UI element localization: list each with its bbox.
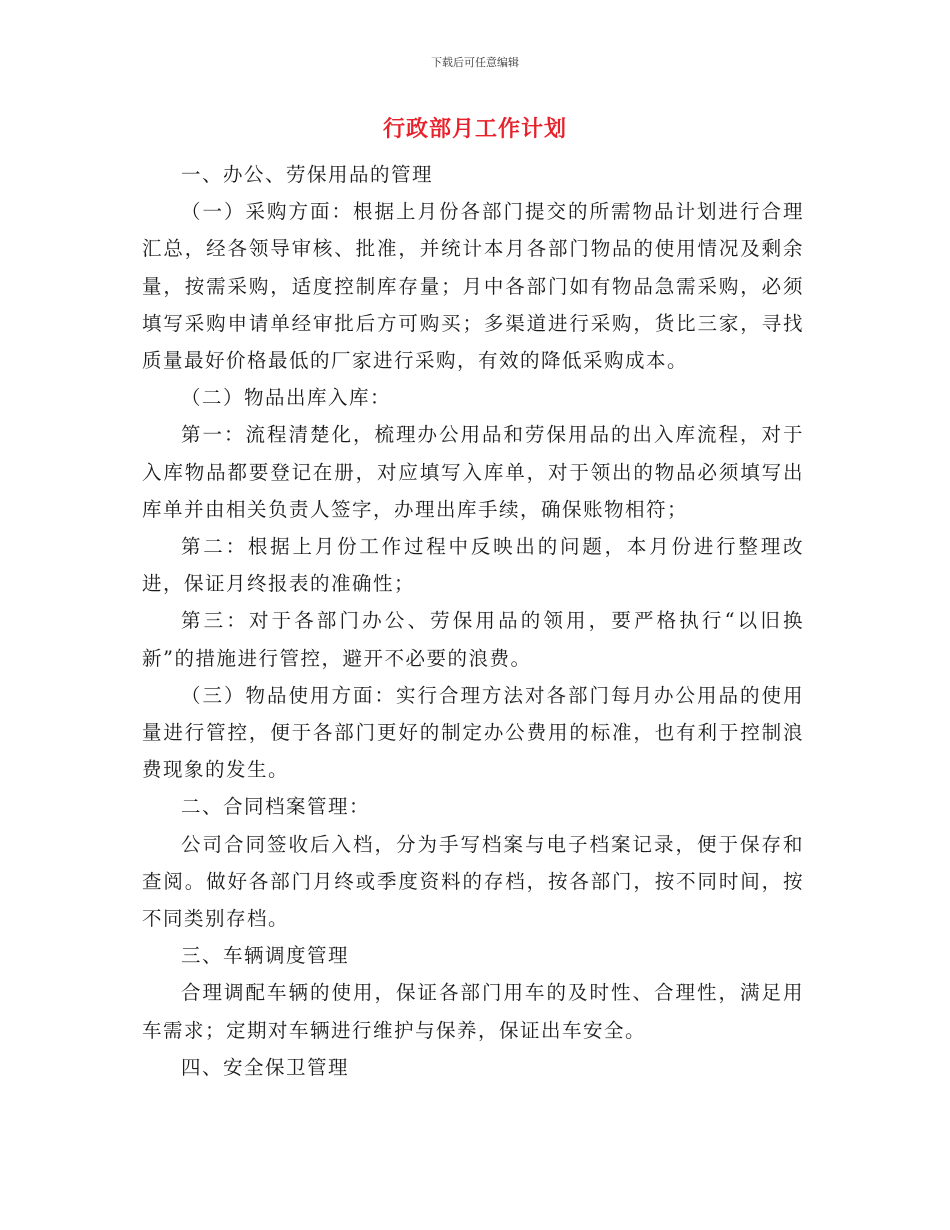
paragraph-vehicles: 合理调配车辆的使用，保证各部门用车的及时性、合理性，满足用车需求；定期对车辆进行维护与保养，保证出车安全。 bbox=[142, 981, 804, 1042]
paragraph-usage: （三）物品使用方面：实行合理方法对各部门每月办公用品的使用量进行管控，便于各部门更好的制定办公费用的标准，也有利于控制浪费现象的发生。 bbox=[142, 683, 804, 782]
paragraph-stock-third: 第三：对于各部门办公、劳保用品的领用，要严格执行“以旧换新”的措施进行管控，避开不必要的浪费。 bbox=[142, 609, 804, 670]
paragraph-contracts: 公司合同签收后入档，分为手写档案与电子档案记录，便于保存和查阅。做好各部门月终或季度资料的存档，按各部门，按不同时间，按不同类别存档。 bbox=[142, 832, 804, 931]
document-title: 行政部月工作计划 bbox=[382, 116, 567, 142]
paragraph-stock-first: 第一：流程清楚化，梳理办公用品和劳保用品的出入库流程，对于入库物品都要登记在册，对应填写入库单，对于领出的物品必须填写出库单并由相关负责人签字，办理出库手续，确保账物相符； bbox=[142, 423, 804, 521]
header-note: 下载后可任意编辑 bbox=[431, 56, 519, 69]
section-heading-2: 二、合同档案管理： bbox=[181, 795, 371, 819]
paragraph-procurement: （一）采购方面：根据上月份各部门提交的所需物品计划进行合理汇总，经各领导审核、批准，并统计本月各部门物品的使用情况及剩余量，按需采购，适度控制库存量；月中各部门如有物品急需采购，必须填写采购申请单经审批后方可购买；多渠道进行采购，货比三家，寻找质量最好价格最低的厂家进行采购，有效的降低采购成本。 bbox=[142, 200, 804, 373]
paragraph-stock-heading: （二）物品出库入库： bbox=[181, 386, 392, 410]
section-heading-1: 一、办公、劳保用品的管理 bbox=[181, 163, 434, 186]
document-body bbox=[142, 156, 804, 1086]
section-heading-3: 三、车辆调度管理 bbox=[181, 944, 350, 968]
section-heading-4: 四、安全保卫管理 bbox=[181, 1055, 350, 1079]
paragraph-stock-second: 第二：根据上月份工作过程中反映出的问题，本月份进行整理改进，保证月终报表的准确性； bbox=[142, 535, 804, 596]
